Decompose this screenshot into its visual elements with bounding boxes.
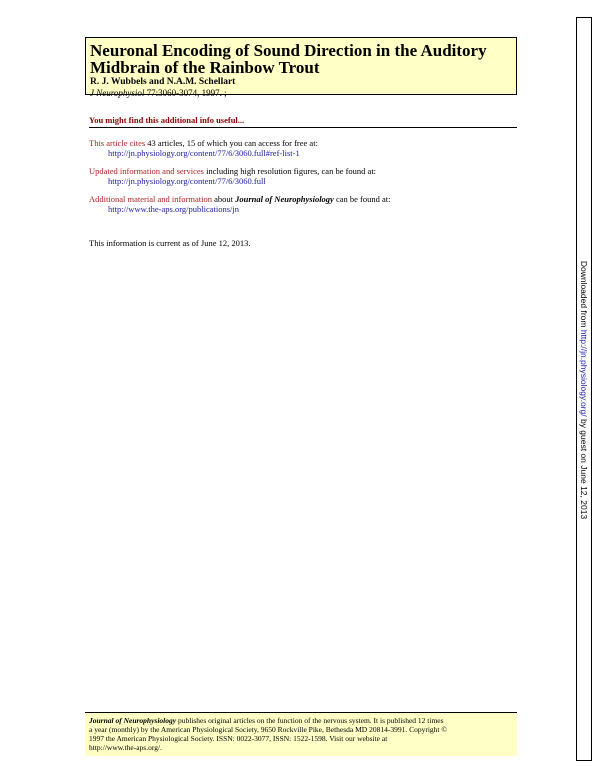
additional-material-link[interactable]: Additional material and information [89,194,212,204]
article-cites-text: 43 articles, 15 of which you can access for free at: [145,138,318,148]
sidebar-prefix: Downloaded from [579,260,589,330]
article-cites-url[interactable]: http://jn.physiology.org/content/77/6/3060.full#ref-list-1 [108,148,300,158]
article-cites-link[interactable]: This article cites [89,138,146,148]
article-citation [90,88,516,98]
article-cites-block [89,138,519,158]
article-authors: R. J. Wubbels and N.A.M. Schellart [90,77,236,87]
additional-material-text-post: can be found at: [333,194,391,204]
updated-info-url[interactable]: http://jn.physiology.org/content/77/6/3060.full [108,176,266,186]
additional-material-block [89,194,519,214]
citation-details: 77:3060-3074, 1997. ; [144,88,227,98]
article-title-line2: Midbrain of the Rainbow Trout [90,58,320,77]
article-title-line1: Neuronal Encoding of Sound Direction in the Auditory [90,41,487,60]
article-header-box [85,37,517,98]
footer-url[interactable]: http://www.the-aps.org/. [89,743,162,752]
sidebar-suffix: by guest on June 12, 2013 [579,416,589,520]
updated-info-text: including high resolution figures, can be found at: [203,166,377,176]
current-as-of-note: This information is current as of June 12, 2013. [89,238,251,248]
additional-material-journal: Journal of Neurophysiology [235,194,334,204]
download-sidebar-text [579,261,589,519]
additional-material-url[interactable]: http://www.the-aps.org/publications/jn [108,204,240,214]
updated-info-link[interactable]: Updated information and services [89,166,204,176]
footer-line2: a year (monthly) by the American Physiological Society, 9650 Rockville Pike, Bethesda MD 20814-3991. Copyright © [89,725,448,734]
journal-footer-box [85,712,517,756]
footer-journal: Journal of Neurophysiology [89,716,177,725]
additional-material-text-pre: about [211,194,236,204]
updated-info-block [89,166,519,186]
footer-line1: Journal of Neurophysiology publishes original articles on the function of the nervous system. It is published 12 times [89,716,444,725]
footer-line3: 1997 the American Physiological Society. ISSN: 0022-3077, ISSN: 1522-1598. Visit our website at [89,734,388,743]
sidebar-url[interactable]: http://jn.physiology.org/ [579,329,589,417]
citation-journal: J Neurophysiol [90,88,145,98]
additional-info-heading: You might find this additional info useful... [89,115,517,128]
